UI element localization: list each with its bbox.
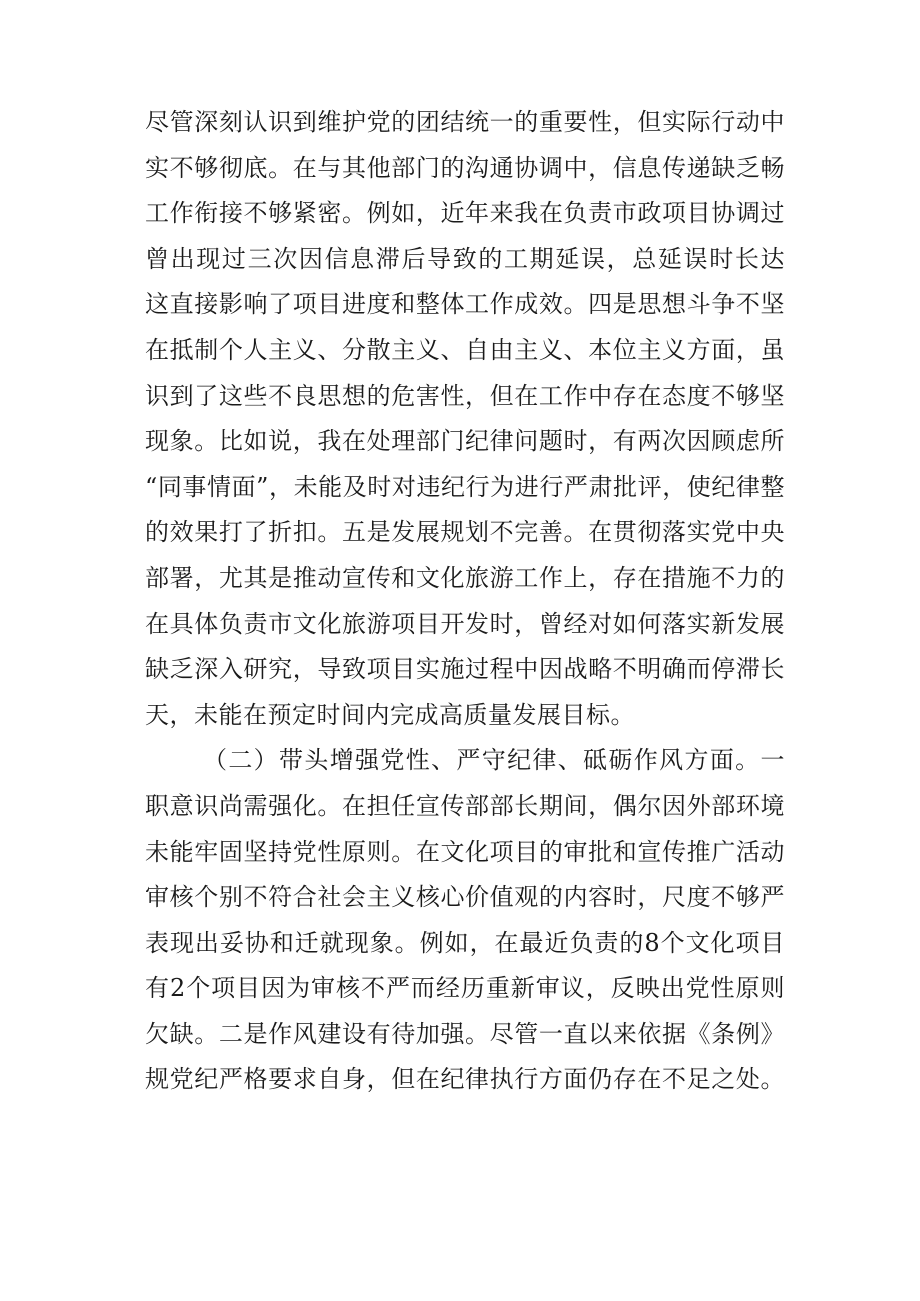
- text-line: 有2个项目因为审核不严而经历重新审议，反映出党性原则: [145, 974, 785, 1003]
- text-line: 职意识尚需强化。在担任宣传部部长期间，偶尔因外部环境: [145, 791, 785, 820]
- text-line: 未能牢固坚持党性原则。在文化项目的审批和宣传推广活动: [145, 837, 785, 866]
- text-line: 实不够彻底。在与其他部门的沟通协调中，信息传递缺乏畅: [145, 153, 785, 182]
- text-line: 表现出妥协和迁就现象。例如，在最近负责的8个文化项目: [145, 928, 785, 957]
- text-line: （二）带头增强党性、严守纪律、砥砺作风方面。一: [203, 746, 785, 775]
- text-line: 天，未能在预定时间内完成高质量发展目标。: [145, 700, 635, 729]
- text-line: 欠缺。二是作风建设有待加强。尽管一直以来依据《条例》: [145, 1019, 785, 1048]
- text-line: 识到了这些不良思想的危害性，但在工作中存在态度不够坚: [145, 381, 785, 410]
- text-line: 的效果打了折扣。五是发展规划不完善。在贯彻落实党中央: [145, 518, 785, 547]
- text-line: 部署，尤其是推动宣传和文化旅游工作上，存在措施不力的: [145, 563, 785, 592]
- paragraph-1: [145, 100, 785, 738]
- document-body: [145, 100, 785, 1103]
- text-line: 现象。比如说，我在处理部门纪律问题时，有两次因顾虑所: [145, 427, 785, 456]
- text-line: 尽管深刻认识到维护党的团结统一的重要性，但实际行动中: [145, 108, 785, 136]
- text-line: 规党纪严格要求自身，但在纪律执行方面仍存在不足之处。: [145, 1065, 785, 1094]
- text-line: 曾出现过三次因信息滞后导致的工期延误，总延误时长达: [145, 244, 785, 273]
- text-line: 这直接影响了项目进度和整体工作成效。四是思想斗争不坚: [145, 290, 785, 319]
- text-line: 在具体负责市文化旅游项目开发时，曾经对如何落实新发展: [145, 609, 785, 638]
- text-line: 工作衔接不够紧密。例如，近年来我在负责市政项目协调过: [145, 199, 785, 228]
- text-line: 缺乏深入研究，导致项目实施过程中因战略不明确而停滞长: [145, 655, 785, 684]
- paragraph-2: [145, 738, 785, 1103]
- text-line: 审核个别不符合社会主义核心价值观的内容时，尺度不够严: [145, 883, 785, 912]
- text-line: 在抵制个人主义、分散主义、自由主义、本位主义方面，虽: [145, 335, 785, 364]
- text-line: “同事情面”，未能及时对违纪行为进行严肃批评，使纪律整: [145, 472, 785, 501]
